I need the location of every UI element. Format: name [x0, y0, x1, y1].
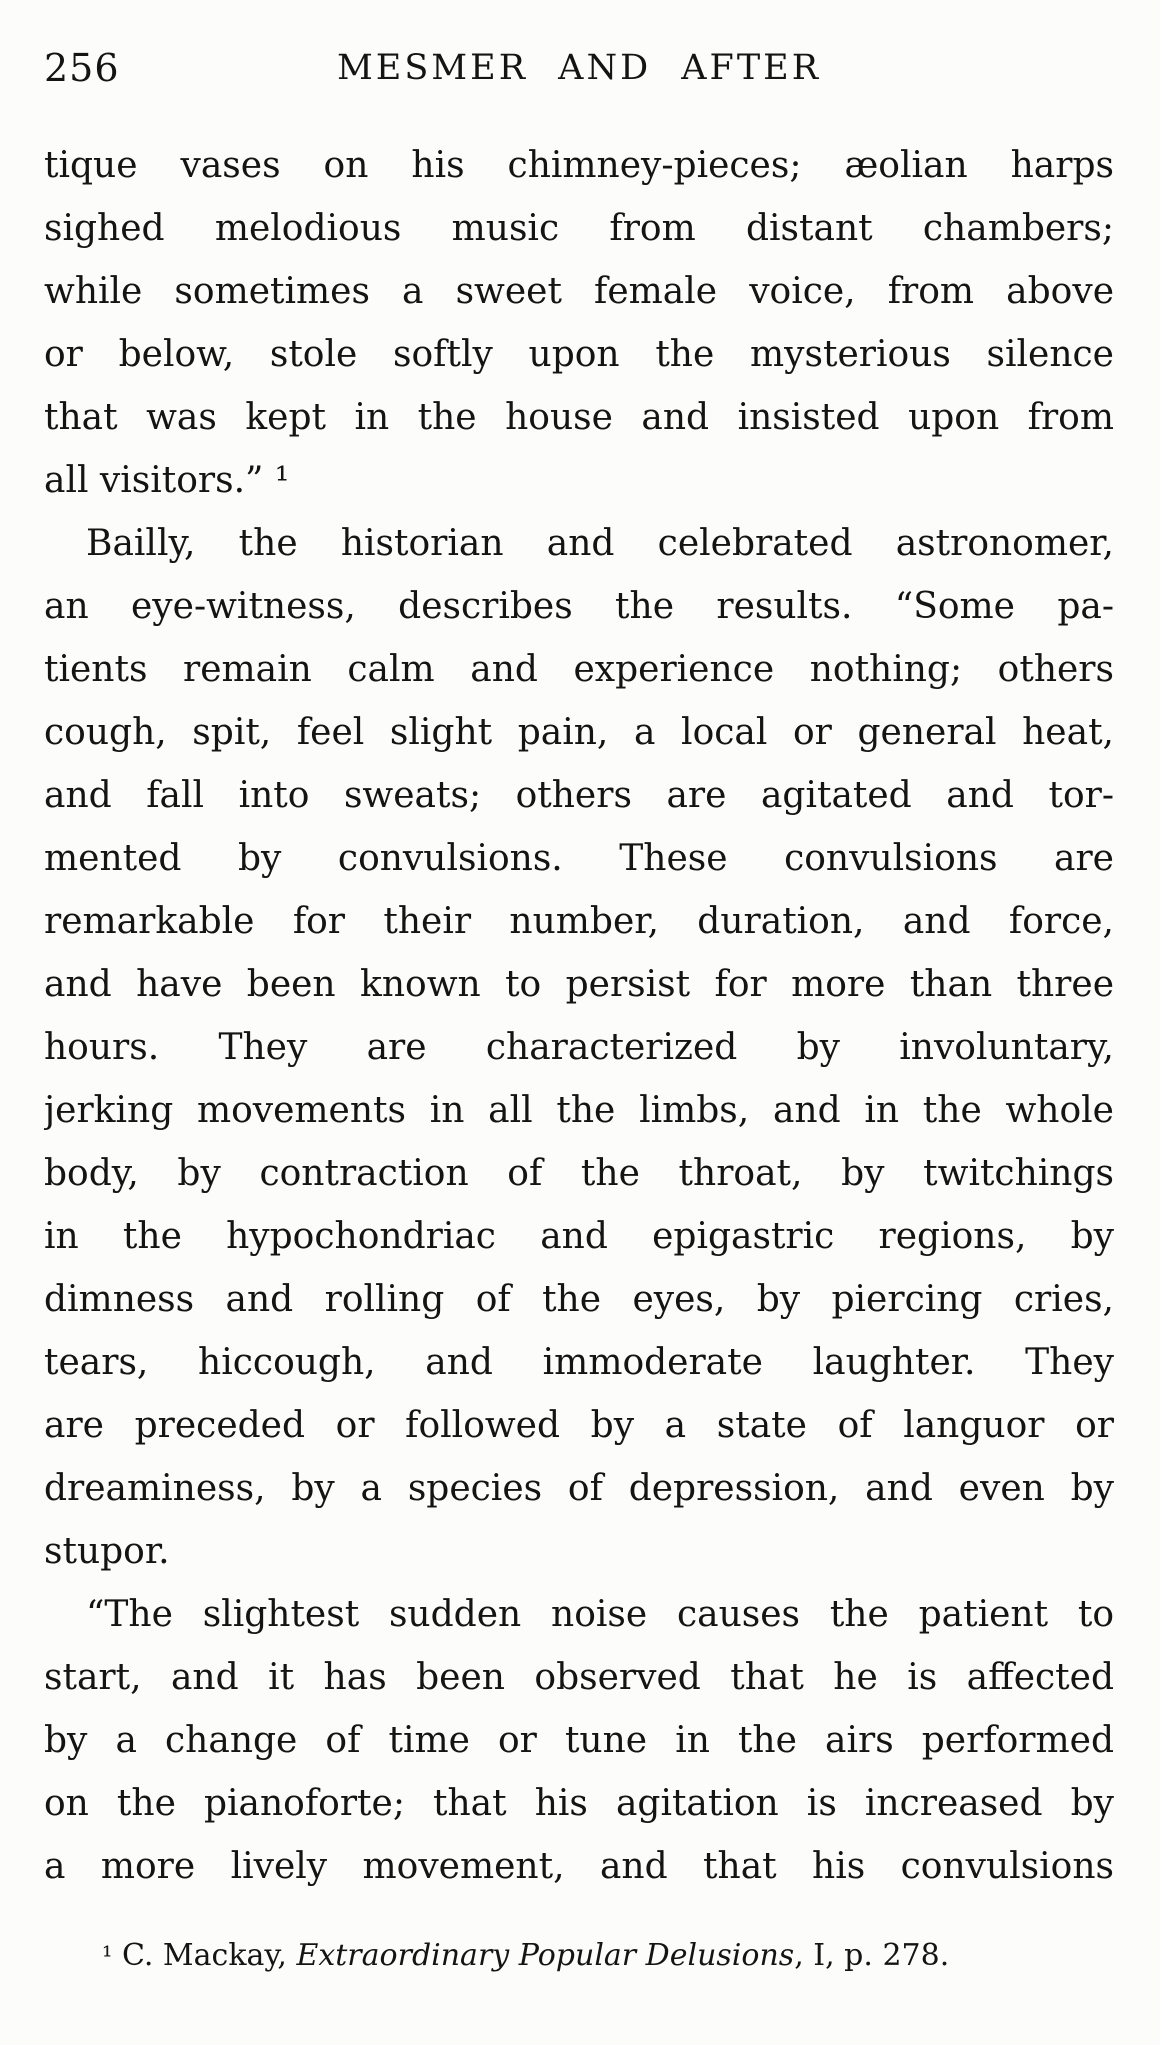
paragraph — [44, 1583, 1114, 1898]
text-line: Bailly, the historian and celebrated astronomer, — [86, 523, 1114, 564]
text-line: that was kept in the house and insisted upon from — [44, 397, 1114, 438]
running-title: MESMER AND AFTER — [336, 48, 822, 88]
text-line: tique vases on his chimney-pieces; æolian harps — [44, 145, 1114, 186]
text-line: or below, stole softly upon the mysterious silence — [44, 334, 1114, 375]
text-line: are preceded or followed by a state of languor or — [44, 1405, 1114, 1446]
paragraph — [44, 512, 1114, 1583]
text-line: by a change of time or tune in the airs performed — [44, 1720, 1114, 1761]
text-line: and fall into sweats; others are agitated and tor- — [44, 775, 1114, 816]
text-line: and have been known to persist for more than three — [44, 964, 1114, 1005]
text-line: all visitors.” ¹ — [44, 460, 290, 501]
text-line: tears, hiccough, and immoderate laughter. They — [44, 1342, 1114, 1383]
footnote-marker: ¹ — [102, 1942, 113, 1972]
text-line: start, and it has been observed that he is affected — [44, 1657, 1114, 1698]
text-line: jerking movements in all the limbs, and in the whole — [44, 1090, 1114, 1131]
text-body — [44, 134, 1114, 1898]
text-line: dreaminess, by a species of depression, and even by — [44, 1468, 1114, 1509]
page-number: 256 — [44, 46, 120, 90]
text-line: remarkable for their number, duration, and force, — [44, 901, 1114, 942]
text-line: on the pianoforte; that his agitation is increased by — [44, 1783, 1114, 1824]
footnote — [44, 1936, 1114, 1977]
text-line: while sometimes a sweet female voice, from above — [44, 271, 1114, 312]
text-line: “The slightest sudden noise causes the patient to — [86, 1594, 1114, 1635]
text-line: sighed melodious music from distant chambers; — [44, 208, 1114, 249]
text-line: in the hypochondriac and epigastric regions, by — [44, 1216, 1114, 1257]
footnote-title: Extraordinary Popular Delusions — [296, 1938, 795, 1973]
text-line: stupor. — [44, 1531, 170, 1572]
paragraph — [44, 134, 1114, 512]
text-line: hours. They are characterized by involuntary, — [44, 1027, 1114, 1068]
text-line: dimness and rolling of the eyes, by piercing cries, — [44, 1279, 1114, 1320]
text-line: a more lively movement, and that his convulsions — [44, 1846, 1114, 1887]
text-line: tients remain calm and experience nothing; others — [44, 649, 1114, 690]
footnote-reference: , I, p. 278. — [794, 1938, 950, 1973]
page-header — [44, 46, 1114, 92]
footnote-author: C. Mackay, — [112, 1938, 297, 1973]
text-line: cough, spit, feel slight pain, a local or general heat, — [44, 712, 1114, 753]
text-line: mented by convulsions. These convulsions are — [44, 838, 1114, 879]
text-line: an eye-witness, describes the results. “Some pa- — [44, 586, 1114, 627]
text-line: body, by contraction of the throat, by twitchings — [44, 1153, 1114, 1194]
